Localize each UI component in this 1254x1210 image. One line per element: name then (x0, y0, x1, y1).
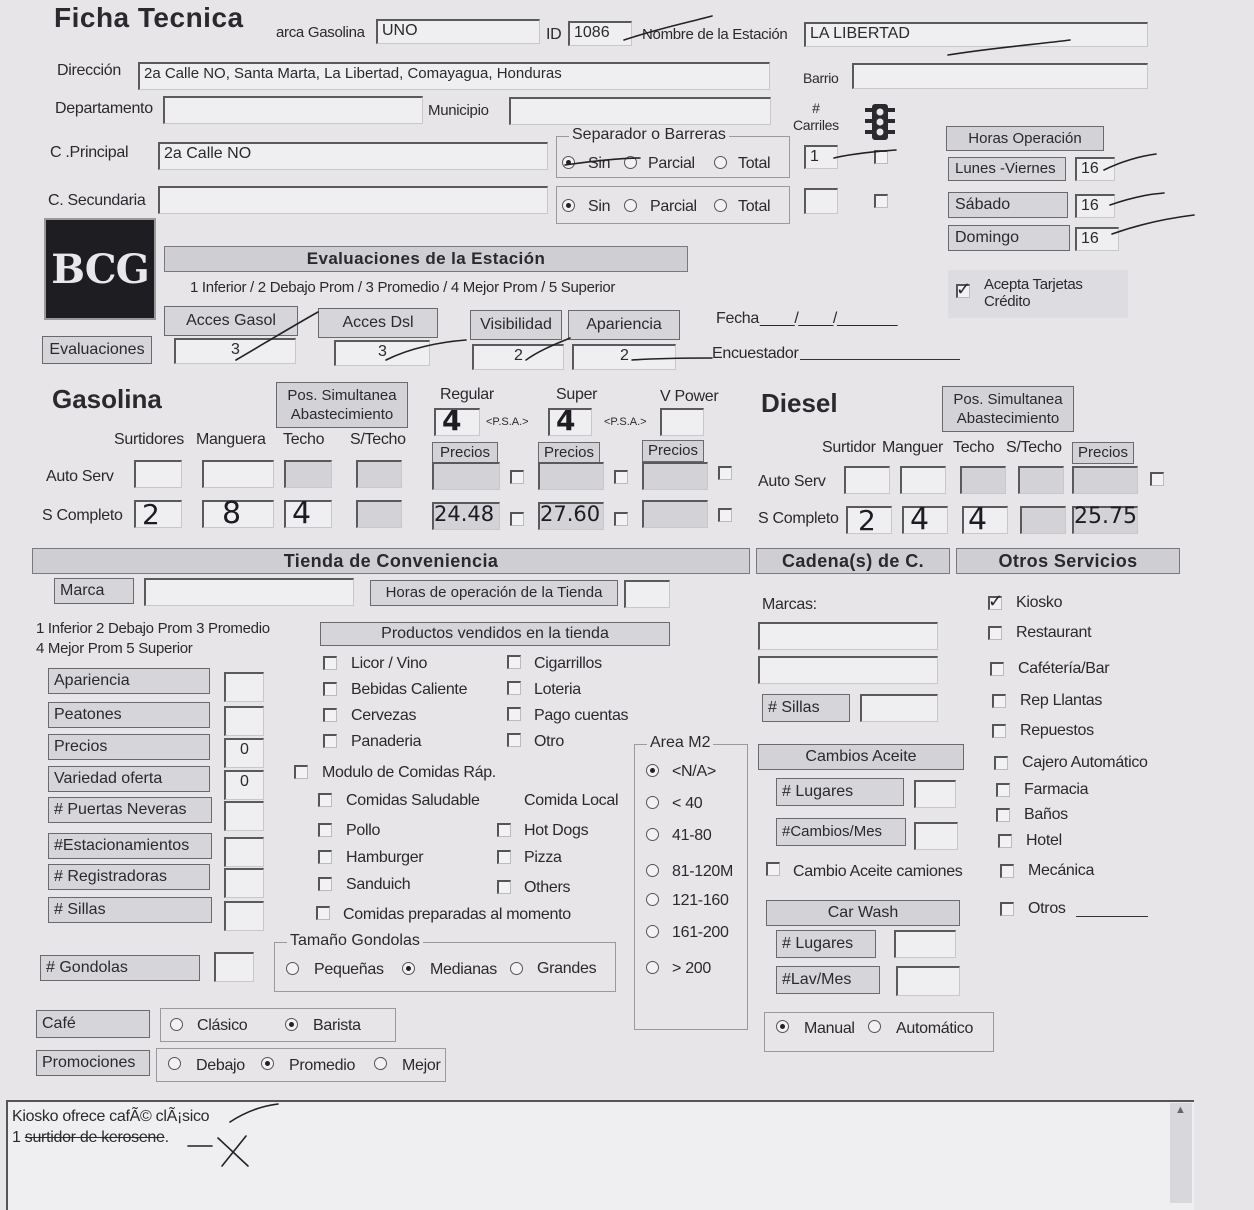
otros-checkbox[interactable] (996, 808, 1010, 822)
gas-as-precio-vpower[interactable] (642, 462, 708, 490)
diesel-title: Diesel (761, 388, 838, 418)
otros-checkbox[interactable] (998, 834, 1012, 848)
gas-sc-techo-value: 4 (292, 496, 312, 531)
promo-debajo-radio[interactable] (168, 1057, 181, 1070)
gas-as-manguera[interactable] (202, 460, 274, 488)
secundaria-sin-label: Sin (588, 198, 611, 215)
dsl-as-checkbox[interactable] (1150, 472, 1164, 486)
cafe-clasico-label: Clásico (197, 1017, 248, 1034)
tam-medianas-radio[interactable] (402, 962, 415, 975)
comida-local-label: Comida Local (524, 792, 619, 809)
tienda-row-value[interactable] (224, 868, 264, 898)
gas-sc-surtidores-value: 2 (142, 498, 160, 531)
gas-s-completo-label: S Completo (42, 507, 123, 524)
pos-vpower-field[interactable] (660, 408, 704, 436)
comida-checkbox[interactable] (318, 850, 332, 864)
producto-label: Cervezas (351, 707, 417, 724)
tienda-row-value[interactable] (224, 801, 264, 831)
tamano-gondolas-title: Tamaño Gondolas (287, 932, 423, 950)
preparadas-checkbox[interactable] (316, 906, 330, 920)
tienda-row-value[interactable]: 0 (224, 738, 264, 768)
cadena-marca-2[interactable] (758, 656, 938, 684)
promo-promedio-radio[interactable] (261, 1057, 274, 1070)
otros-label: Otros (1028, 900, 1066, 917)
otros-checkbox[interactable] (996, 783, 1010, 797)
otros-label: Cajero Automático (1022, 754, 1148, 771)
area-label: <N/A> (672, 763, 716, 780)
area-radio[interactable] (646, 796, 659, 809)
producto-label: Licor / Vino (351, 655, 428, 672)
diesel-pos-label: Pos. Simultanea Abastecimiento (942, 386, 1074, 432)
preparadas-label: Comidas preparadas al momento (343, 906, 571, 923)
municipio-field[interactable] (509, 97, 771, 125)
gas-col-techo: Techo (283, 431, 325, 448)
acces-gasol-header: Acces Gasol (164, 306, 298, 336)
tienda-row-label: # Sillas (48, 897, 212, 923)
fecha-field[interactable]: ____/____/_______ (760, 310, 898, 327)
producto-label: Pago cuentas (534, 707, 629, 724)
precios-super-header: Precios (538, 442, 600, 464)
semaforo-secundaria-checkbox[interactable] (874, 194, 888, 208)
tienda-row-label: # Puertas Neveras (48, 797, 212, 823)
comida-label: Sanduich (346, 876, 411, 893)
comida-label: Comidas Saludable (346, 792, 480, 809)
eval-acces-gasol-field[interactable]: 3 (174, 338, 296, 364)
comida-label: Pizza (524, 849, 562, 866)
area-label: 121-160 (672, 892, 729, 909)
area-radio[interactable] (646, 828, 659, 841)
visibilidad-header: Visibilidad (470, 310, 562, 340)
tienda-title: Tienda de Conveniencia (32, 548, 750, 574)
tam-pequenas-radio[interactable] (286, 962, 299, 975)
comida-label: Hamburger (346, 849, 424, 866)
producto-label: Panaderia (351, 733, 422, 750)
municipio-label: Municipio (428, 102, 489, 119)
lavado-manual-label: Manual (804, 1020, 855, 1037)
comentarios-scrollbar[interactable] (1170, 1103, 1192, 1203)
otros-checkbox[interactable] (988, 626, 1002, 640)
area-label: 161-200 (672, 924, 729, 941)
semaforo-principal-checkbox[interactable] (874, 150, 888, 164)
precios-regular-header: Precios (432, 442, 498, 464)
otros-label: Kiosko (1016, 594, 1063, 611)
regular-label: Regular (440, 386, 494, 403)
pos-super-value: 4 (556, 404, 576, 437)
carriles-text: Carriles (793, 117, 839, 133)
gas-as-surtidores[interactable] (134, 460, 182, 488)
promo-promedio-label: Promedio (289, 1057, 356, 1074)
area-m2-title: Area M2 (647, 734, 713, 752)
gasolina-pos-label: Pos. Simultanea Abastecimiento (276, 382, 408, 428)
direccion-label: Dirección (57, 62, 121, 79)
id-label: ID (546, 26, 562, 43)
departamento-label: Departamento (55, 100, 153, 117)
principal-sin-radio[interactable] (562, 156, 575, 169)
cadena-sillas-label: # Sillas (762, 694, 850, 722)
cw-lugares-label: # Lugares (776, 930, 876, 958)
comentarios-line-2-prefix: 1 (12, 1129, 25, 1146)
calle-principal-label: C .Principal (50, 144, 129, 161)
secundaria-parcial-label: Parcial (650, 198, 697, 215)
acces-dsl-header: Acces Dsl (318, 308, 438, 338)
tienda-scale-2: 4 Mejor Prom 5 Superior (36, 640, 193, 657)
cambios-lugares-field[interactable] (914, 780, 956, 808)
tienda-row-label: Variedad oferta (48, 766, 210, 792)
dsl-col-techo: Techo (953, 439, 995, 456)
producto-checkbox[interactable] (507, 655, 521, 669)
diesel-precios-header: Precios (1072, 442, 1134, 464)
promo-mejor-radio[interactable] (374, 1057, 387, 1070)
comida-checkbox[interactable] (497, 880, 511, 894)
tienda-marca-label: Marca (54, 578, 134, 604)
comentarios-line-2-suffix: . (164, 1129, 169, 1146)
barrio-field[interactable] (852, 63, 1148, 89)
principal-parcial-label: Parcial (648, 155, 695, 172)
area-label: 81-120M (672, 863, 734, 880)
gas-sc-precio-regular-value: 24.48 (434, 502, 495, 526)
traffic-light-icon (864, 102, 896, 142)
gas-sc-regular-checkbox[interactable] (510, 512, 524, 526)
comida-checkbox[interactable] (497, 850, 511, 864)
tam-grandes-label: Grandes (537, 960, 597, 977)
sabado-field[interactable]: 16 (1075, 194, 1115, 218)
cambios-lugares-label: # Lugares (776, 778, 904, 806)
modulo-comidas-label: Modulo de Comidas Ráp. (322, 764, 496, 781)
tam-grandes-radio[interactable] (510, 962, 523, 975)
comentarios-line-1: Kiosko ofrece cafÃ© clÃ¡sico (12, 1108, 210, 1125)
comida-checkbox[interactable] (497, 823, 511, 837)
producto-label: Bebidas Caliente (351, 681, 468, 698)
barrio-label: Barrio (803, 70, 839, 86)
cw-lugares-field[interactable] (894, 930, 956, 958)
otros-checkbox[interactable] (994, 756, 1008, 770)
tienda-row-label: Precios (48, 734, 210, 760)
tienda-row-value[interactable]: 0 (224, 770, 264, 800)
tienda-horas-label: Horas de operación de la Tienda (370, 580, 618, 606)
id-field[interactable]: 1086 (568, 21, 632, 46)
direccion-field[interactable]: 2a Calle NO, Santa Marta, La Libertad, Comayagua, Honduras (138, 62, 770, 90)
tarjetas-label: Acepta Tarjetas Crédito (984, 276, 1083, 310)
gasolina-title: Gasolina (52, 384, 162, 414)
gondolas-label: # Gondolas (40, 955, 200, 981)
cambios-mes-label: #Cambios/Mes (776, 818, 906, 846)
tam-pequenas-label: Pequeñas (314, 961, 384, 978)
otros-checkbox[interactable] (1000, 864, 1014, 878)
tienda-row-label: #Estacionamientos (48, 833, 212, 859)
page-title: Ficha Tecnica (54, 2, 244, 33)
cafe-barista-label: Barista (313, 1017, 361, 1034)
eval-apariencia-field[interactable]: 2 (572, 344, 676, 370)
gas-as-super-checkbox[interactable] (614, 470, 628, 484)
dsl-sc-surtidor-value: 2 (858, 504, 876, 537)
lunes-viernes-label: Lunes -Viernes (948, 157, 1066, 181)
gas-as-vpower-checkbox[interactable] (718, 466, 732, 480)
producto-checkbox[interactable] (507, 707, 521, 721)
area-radio[interactable] (646, 961, 659, 974)
lav-mes-label: #Lav/Mes (776, 966, 880, 994)
producto-checkbox[interactable] (323, 734, 337, 748)
pos-regular-value: 4 (442, 404, 462, 437)
calle-principal-field[interactable]: 2a Calle NO (158, 142, 548, 170)
otros-checkbox[interactable] (992, 694, 1006, 708)
tienda-row-label: # Registradoras (48, 864, 210, 890)
gas-sc-vpower-checkbox[interactable] (718, 508, 732, 522)
dsl-as-manguer[interactable] (900, 466, 946, 494)
tienda-scale-1: 1 Inferior 2 Debajo Prom 3 Promedio (36, 620, 270, 637)
area-label: < 40 (672, 795, 703, 812)
promo-debajo-label: Debajo (196, 1057, 245, 1074)
cafe-label: Café (36, 1010, 150, 1038)
marca-gasolina-field[interactable]: UNO (376, 19, 540, 44)
otros-label: Restaurant (1016, 624, 1092, 641)
promociones-label: Promociones (36, 1050, 150, 1076)
domingo-label: Domingo (948, 225, 1070, 251)
tam-medianas-label: Medianas (430, 961, 497, 978)
secundaria-sin-radio[interactable] (562, 199, 575, 212)
tienda-row-value[interactable] (224, 837, 264, 867)
otros-label: Cafétería/Bar (1018, 660, 1110, 677)
producto-label: Cigarrillos (534, 655, 602, 672)
domingo-field[interactable]: 16 (1075, 227, 1119, 251)
secundaria-parcial-radio[interactable] (624, 199, 637, 212)
dsl-col-manguer: Manguer (882, 439, 944, 456)
area-radio[interactable] (646, 864, 659, 877)
gas-col-stecho: S/Techo (350, 431, 406, 448)
gas-as-regular-checkbox[interactable] (510, 470, 524, 484)
principal-total-label: Total (738, 155, 771, 172)
encuestador-label: Encuestador (712, 345, 799, 362)
promo-mejor-label: Mejor (402, 1057, 441, 1074)
area-radio[interactable] (646, 764, 659, 777)
otros-label: Repuestos (1020, 722, 1094, 739)
sabado-label: Sábado (948, 192, 1068, 218)
comida-checkbox[interactable] (318, 877, 332, 891)
tienda-row-value[interactable] (224, 901, 264, 931)
departamento-field[interactable] (163, 96, 423, 124)
cadena-sillas-field[interactable] (860, 694, 938, 722)
dsl-sc-manguer-value: 4 (910, 502, 930, 537)
principal-parcial-radio[interactable] (624, 156, 637, 169)
gas-sc-precio-vpower[interactable] (642, 500, 708, 528)
producto-checkbox[interactable] (323, 708, 337, 722)
kiosko-check-icon: ✓ (988, 591, 1004, 611)
tienda-row-label: Apariencia (48, 668, 210, 694)
comentarios-strike-text: surtidor de kerosene (24, 1129, 165, 1146)
eval-visibilidad-field[interactable]: 2 (472, 344, 564, 370)
dsl-as-surtidor[interactable] (844, 466, 890, 494)
bcg-logo (44, 218, 156, 320)
dsl-as-techo[interactable] (960, 466, 1006, 494)
principal-sin-label: Sin (588, 155, 611, 172)
dsl-s-completo-label: S Completo (758, 510, 839, 527)
gas-as-precio-super[interactable] (538, 462, 604, 490)
producto-checkbox[interactable] (323, 682, 337, 696)
nombre-estacion-field[interactable]: LA LIBERTAD (804, 22, 1148, 47)
gas-sc-super-checkbox[interactable] (614, 512, 628, 526)
gondolas-field[interactable] (214, 952, 254, 982)
vpower-label: V Power (660, 388, 719, 405)
car-wash-title: Car Wash (766, 900, 960, 926)
tienda-horas-field[interactable] (624, 580, 670, 608)
modulo-comidas-checkbox[interactable] (294, 765, 308, 779)
comida-checkbox[interactable] (318, 823, 332, 837)
gas-as-stecho[interactable] (356, 460, 402, 488)
precios-vpower-header: Precios (642, 440, 704, 462)
encuestador-line[interactable] (800, 359, 960, 360)
bcg-logo-text: BCG (51, 246, 149, 293)
cadena-marca-1[interactable] (758, 622, 938, 650)
lav-mes-field[interactable] (896, 966, 960, 996)
carriles-hash: # (812, 100, 820, 116)
camiones-checkbox[interactable] (766, 862, 780, 876)
cadena-title: Cadena(s) de C. (756, 548, 950, 574)
cambios-aceite-title: Cambios Aceite (758, 744, 964, 770)
apariencia-header: Apariencia (568, 310, 680, 340)
scroll-up-icon[interactable]: ▲ (1175, 1104, 1186, 1116)
horas-operacion-title: Horas Operación (946, 126, 1104, 151)
dsl-as-precio[interactable] (1072, 466, 1138, 494)
gas-col-surtidores: Surtidores (114, 431, 184, 448)
dsl-sc-stecho[interactable] (1020, 506, 1066, 534)
producto-checkbox[interactable] (507, 733, 521, 747)
area-label: > 200 (672, 960, 711, 977)
gas-sc-stecho[interactable] (356, 500, 402, 528)
psa-label-2: <P.S.A.> (604, 416, 647, 428)
gas-as-techo[interactable] (284, 460, 332, 488)
otros-label: Mecánica (1028, 862, 1095, 879)
otros-label: Rep Llantas (1020, 692, 1103, 709)
comida-checkbox[interactable] (318, 793, 332, 807)
producto-checkbox[interactable] (323, 656, 337, 670)
dsl-col-surtidor: Surtidor (822, 439, 876, 456)
tarjetas-check-icon: ✓ (956, 279, 972, 299)
lavado-automatico-label: Automático (896, 1020, 974, 1037)
marca-gasolina-label: arca Gasolina (276, 24, 365, 41)
secundaria-total-radio[interactable] (714, 199, 727, 212)
cadena-marcas-label: Marcas: (762, 596, 817, 613)
dsl-as-stecho[interactable] (1018, 466, 1064, 494)
secundaria-total-label: Total (738, 198, 771, 215)
cafe-barista-radio[interactable] (285, 1018, 298, 1031)
lavado-automatico-radio[interactable] (868, 1020, 881, 1033)
separador-title: Separador o Barreras (569, 126, 729, 144)
gas-sc-precio-super-value: 27.60 (540, 502, 601, 526)
otros-checkbox[interactable] (992, 724, 1006, 738)
nombre-estacion-label: Nombre de la Estación (642, 26, 788, 43)
productos-title: Productos vendidos en la tienda (320, 622, 670, 646)
carriles-principal-field[interactable]: 1 (804, 145, 838, 169)
dsl-col-stecho: S/Techo (1006, 439, 1062, 456)
eval-acces-dsl-field[interactable]: 3 (334, 340, 430, 366)
otros-checkbox[interactable] (1000, 902, 1014, 916)
camiones-label: Cambio Aceite camiones (793, 863, 963, 880)
comentarios-line-2 (12, 1129, 169, 1147)
area-radio[interactable] (646, 925, 659, 938)
area-radio[interactable] (646, 893, 659, 906)
carriles-secundaria-field[interactable] (804, 188, 838, 214)
tienda-row-label: Peatones (48, 702, 210, 728)
otros-checkbox[interactable] (990, 662, 1004, 676)
producto-checkbox[interactable] (507, 681, 521, 695)
otros-label: Hotel (1026, 832, 1062, 849)
calle-secundaria-label: C. Secundaria (48, 192, 146, 209)
psa-label-1: <P.S.A.> (486, 416, 529, 428)
gas-sc-manguera-value: 8 (222, 496, 242, 531)
otros-label: Farmacia (1024, 781, 1089, 798)
dsl-auto-serv-label: Auto Serv (758, 473, 826, 490)
tienda-marca-field[interactable] (144, 578, 354, 606)
evaluaciones-title: Evaluaciones de la Estación (164, 246, 688, 272)
gas-auto-serv-label: Auto Serv (46, 468, 114, 485)
comida-label: Pollo (346, 822, 381, 839)
cambios-mes-field[interactable] (914, 822, 958, 850)
otros-servicios-title: Otros Servicios (956, 548, 1180, 574)
comida-label: Others (524, 879, 571, 896)
super-label: Super (556, 386, 598, 403)
tienda-row-value[interactable] (224, 672, 264, 702)
area-m2-group (634, 734, 748, 1030)
dsl-sc-precio-value: 25.75 (1074, 504, 1137, 529)
producto-label: Otro (534, 733, 564, 750)
lunes-viernes-field[interactable]: 16 (1075, 157, 1115, 181)
tienda-row-value[interactable] (224, 706, 264, 736)
gas-as-precio-regular[interactable] (432, 462, 500, 490)
gas-col-manguera: Manguera (196, 431, 266, 448)
otros-blank-line[interactable] (1076, 916, 1148, 917)
otros-label: Baños (1024, 806, 1068, 823)
carriles-label (793, 100, 839, 134)
dsl-sc-techo-value: 4 (968, 502, 988, 537)
fecha-label: Fecha (716, 310, 759, 327)
cafe-clasico-radio[interactable] (170, 1018, 183, 1031)
calle-secundaria-field[interactable] (158, 186, 548, 214)
area-label: 41-80 (672, 827, 712, 844)
producto-label: Loteria (534, 681, 581, 698)
principal-total-radio[interactable] (714, 156, 727, 169)
evaluaciones-scale: 1 Inferior / 2 Debajo Prom / 3 Promedio / 4 Mejor Prom / 5 Superior (190, 279, 616, 296)
lavado-manual-radio[interactable] (776, 1020, 789, 1033)
evaluaciones-row-label: Evaluaciones (42, 336, 152, 364)
comida-label: Hot Dogs (524, 822, 589, 839)
